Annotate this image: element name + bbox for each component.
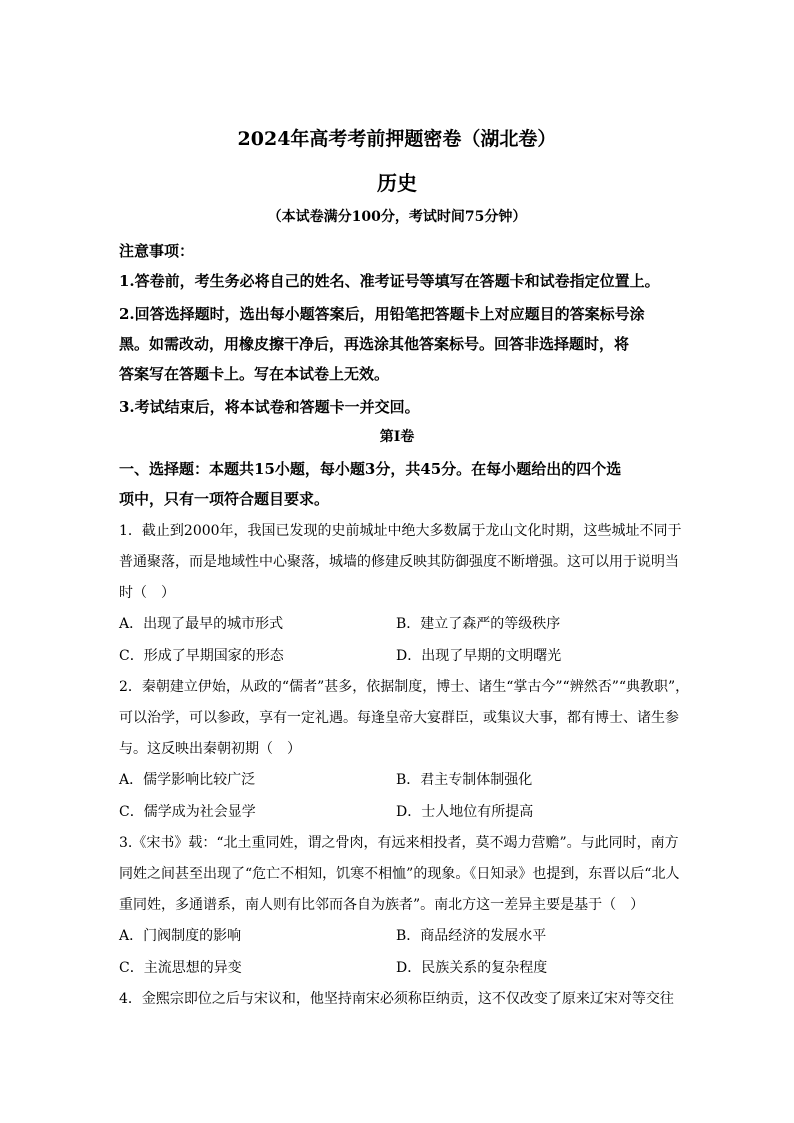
notice-line: 2.回答选择题时，选出每小题答案后，用铅笔把答题卡上对应题目的答案标号涂 — [119, 305, 645, 323]
question-1-option-a: A．出现了最早的城市形式 — [119, 616, 284, 632]
volume-heading: 第Ⅰ卷 — [379, 429, 415, 445]
question-1-text: 时（ ） — [119, 585, 175, 601]
question-2-text: 2．秦朝建立伊始，从政的“儒者”甚多，依据制度，博士、诸生“掌古今”“辨然否”“典教职”， — [119, 679, 690, 695]
question-3-text: 重同姓，多通谱系，南人则有比邻而各自为族者”。南北方这一差异主要是基于（ ） — [119, 897, 645, 913]
question-4-text: 4．金熙宗即位之后与宋议和，他坚持南宋必须称臣纳贡，这不仅改变了原来辽宋对等交往 — [119, 991, 674, 1007]
question-3-text: 3.《宋书》载：“北土重同姓，谓之骨肉，有远来相投者，莫不竭力营赡”。与此同时，南方 — [119, 835, 679, 851]
question-3-text: 同姓之间甚至出现了“危亡不相知，饥寒不相恤”的现象。《日知录》也提到，东晋以后“北人 — [119, 866, 680, 882]
notice-line: 1.答卷前，考生务必将自己的姓名、准考证号等填写在答题卡和试卷指定位置上。 — [119, 272, 660, 290]
question-2-text: 与。这反映出秦朝初期（ ） — [119, 741, 301, 757]
question-1-option-d: D．出现了早期的文明曙光 — [396, 648, 562, 664]
exam-info: （本试卷满分100分，考试时间75分钟） — [267, 209, 527, 225]
question-1-text: 普通聚落，而是地域性中心聚落，城墙的修建反映其防御强度不断增强。这可以用于说明当 — [119, 554, 679, 570]
question-1-option-b: B．建立了森严的等级秩序 — [396, 616, 561, 632]
section-instruction: 项中，只有一项符合题目要求。 — [119, 490, 330, 508]
notice-line: 黑。如需改动，用橡皮擦干净后，再选涂其他答案标号。回答非选择题时，将 — [119, 335, 630, 353]
notice-line: 答案写在答题卡上。写在本试卷上无效。 — [119, 365, 390, 383]
question-3-option-a: A．门阀制度的影响 — [119, 928, 242, 944]
notice-line: 3.考试结束后，将本试卷和答题卡一并交回。 — [119, 398, 420, 416]
question-2-option-c: C．儒学成为社会显学 — [119, 804, 256, 820]
question-1-option-c: C．形成了早期国家的形态 — [119, 648, 284, 664]
page-title: 2024年高考考前押题密卷（湖北卷） — [237, 128, 557, 150]
notice-heading: 注意事项： — [119, 242, 195, 260]
section-instruction: 一、选择题：本题共15小题，每小题3分，共45分。在每小题给出的四个选 — [119, 460, 622, 478]
question-3-option-c: C．主流思想的异变 — [119, 960, 242, 976]
subject-title: 历史 — [377, 171, 417, 195]
question-2-option-b: B．君主专制体制强化 — [396, 772, 533, 788]
question-2-option-d: D．士人地位有所提高 — [396, 804, 534, 820]
question-2-option-a: A．儒学影响比较广泛 — [119, 772, 256, 788]
question-1-text: 1．截止到2000年，我国已发现的史前城址中绝大多数属于龙山文化时期，这些城址不同于 — [119, 523, 682, 539]
question-2-text: 可以治学，可以参政，享有一定礼遇。每逢皇帝大宴群臣，或集议大事，都有博士、诸生参 — [119, 710, 679, 726]
question-3-option-d: D．民族关系的复杂程度 — [396, 960, 548, 976]
question-3-option-b: B．商品经济的发展水平 — [396, 928, 547, 944]
